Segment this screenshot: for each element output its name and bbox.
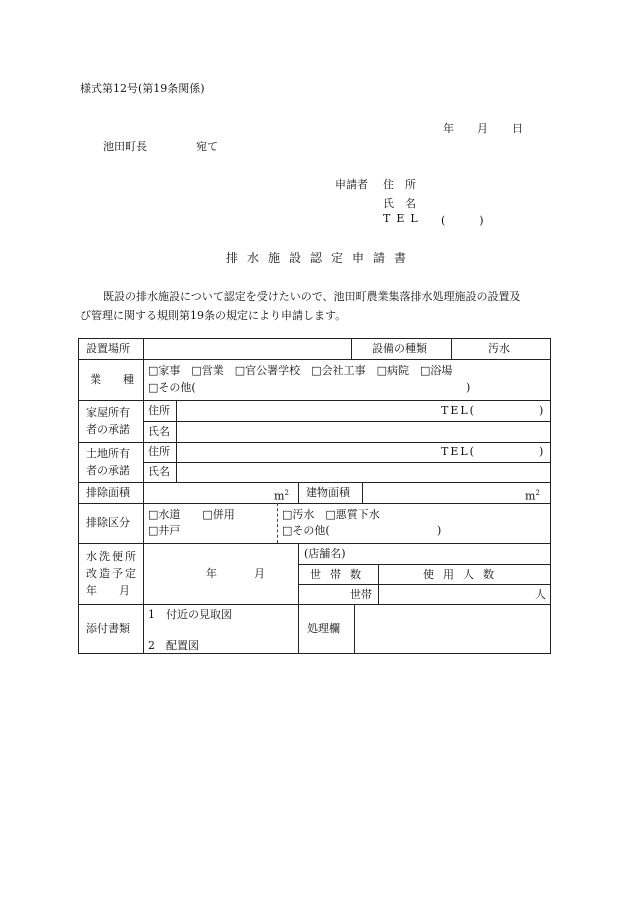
drain-area-unit: $m^2$ [274, 489, 289, 503]
applicant-name-label: 氏 名 [383, 197, 416, 210]
form-number: 様式第12号(第19条関係) [80, 82, 205, 95]
house-owner-tel-close: ) [539, 404, 544, 417]
drain-class-other-close: ) [437, 524, 442, 537]
land-owner-address-label: 住所 [148, 445, 170, 458]
toilet-year-label: 年 [206, 567, 217, 580]
house-owner-address-label: 住所 [148, 404, 170, 417]
toilet-label-2: 改造予定 [86, 567, 138, 580]
business-options-line-2: □その他( [148, 381, 196, 394]
households-unit: 世帯 [350, 588, 372, 601]
equipment-type-label: 設備の種類 [372, 342, 427, 355]
drain-class-water-line-2: □井戸 [148, 524, 181, 537]
attachments-label: 添付書類 [86, 622, 130, 635]
location-label: 設置場所 [86, 342, 130, 355]
applicant-tel-label: TEL [383, 212, 424, 225]
house-owner-name-label: 氏名 [148, 425, 170, 438]
people-unit: 人 [535, 588, 546, 601]
addressee-suffix: 宛て [196, 140, 218, 153]
attachment-1: 1 付近の見取図 [148, 608, 232, 621]
date-month-label: 月 [477, 122, 488, 135]
drain-area-label: 排除面積 [86, 486, 130, 499]
land-owner-label-1: 土地所有 [86, 447, 130, 460]
equipment-type-value: 汚水 [488, 342, 510, 355]
drain-class-water-line-1: □水道 □併用 [148, 508, 235, 521]
building-area-label: 建物面積 [306, 486, 350, 499]
business-options-line-1: □家事 □営業 □官公署学校 □会社工事 □病院 □浴場 [148, 364, 453, 377]
land-owner-tel-close: ) [539, 445, 544, 458]
body-text-line-2: び管理に関する規則第19条の規定により申請します。 [80, 309, 347, 322]
toilet-label-3: 年 月 [86, 584, 130, 597]
business-label: 業 種 [90, 373, 134, 386]
applicant-address-label: 住 所 [383, 178, 416, 191]
drain-class-sewage-line-1: □汚水 □悪質下水 [282, 508, 380, 521]
land-owner-label-2: 者の承諾 [86, 464, 130, 477]
house-owner-label-2: 者の承諾 [86, 423, 130, 436]
households-label: 世帯数 [310, 568, 370, 581]
applicant-tel-paren: ( ) [441, 214, 488, 227]
toilet-month-label: 月 [254, 567, 265, 580]
processing-label: 処理欄 [307, 622, 340, 635]
toilet-label-1: 水洗便所 [86, 550, 138, 563]
date-day-label: 日 [512, 122, 523, 135]
attachment-2: 2 配置図 [148, 639, 199, 652]
drain-class-sewage-line-2: □その他( [282, 524, 330, 537]
building-area-unit: $m^2$ [525, 489, 540, 503]
body-text-line-1: 既設の排水施設について認定を受けたいので、池田町農業集落排水処理施設の設置及 [103, 290, 521, 303]
addressee: 池田町長 [103, 140, 147, 153]
document-title: 排水施設認定申請書 [226, 251, 416, 265]
users-label: 使用人数 [423, 568, 503, 581]
land-owner-name-label: 氏名 [148, 465, 170, 478]
date-year-label: 年 [443, 122, 454, 135]
store-name-label: (店舗名) [304, 547, 346, 560]
land-owner-tel-label: TEL( [441, 445, 476, 458]
house-owner-tel-label: TEL( [441, 404, 476, 417]
house-owner-label-1: 家屋所有 [86, 406, 130, 419]
applicant-label: 申請者 [335, 178, 368, 191]
drain-class-label: 排除区分 [86, 516, 130, 529]
business-other-close: ) [466, 381, 471, 394]
